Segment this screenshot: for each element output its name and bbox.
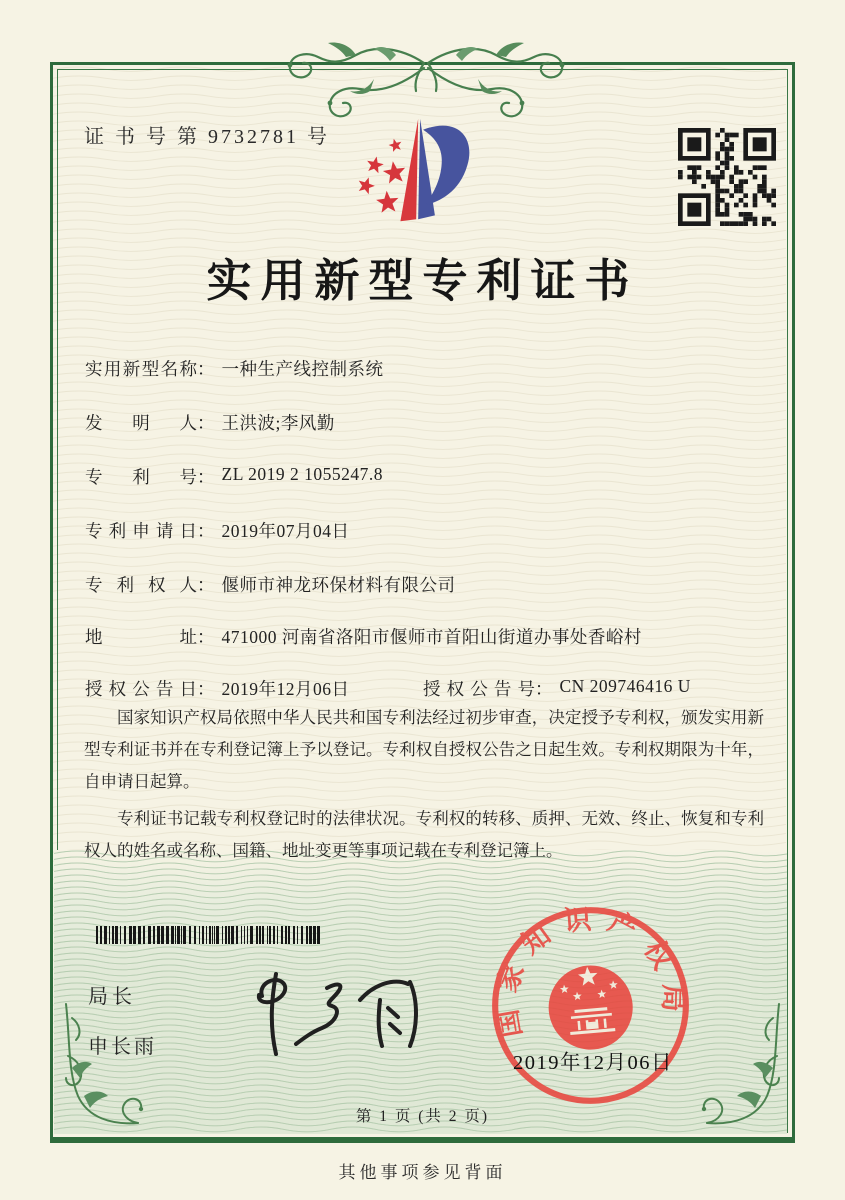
seal-national-emblem bbox=[545, 962, 636, 1053]
grant-number-value: CN 209746416 U bbox=[559, 676, 691, 696]
certificate-number-value: 9732781 bbox=[208, 126, 299, 148]
field-value: 471000 河南省洛阳市偃师市首阳山街道办事处香峪村 bbox=[221, 627, 642, 647]
qr-code bbox=[678, 128, 776, 226]
field-row-filing-date: 专利申请日： 2019年07月04日 bbox=[85, 518, 350, 543]
field-label: 发明人 bbox=[85, 413, 197, 433]
logo-red-wedge bbox=[400, 119, 418, 221]
legal-paragraph-grant: 国家知识产权局依照中华人民共和国专利法经过初步审查，决定授予专利权，颁发实用新型专利证书并在专利登记簿上予以登记。专利权自授权公告之日起生效。专利权期限为十年，自申请日起算。 bbox=[84, 708, 764, 792]
field-row-name: 实用新型名称： 一种生产线控制系统 bbox=[85, 356, 384, 381]
field-label: 实用新型名称 bbox=[85, 359, 197, 379]
cnipa-logo bbox=[338, 110, 518, 238]
director-signature-handwriting bbox=[232, 966, 432, 1061]
field-row-patent-number: 专利号： ZL 2019 2 1055247.8 bbox=[85, 464, 383, 487]
field-value: ZL 2019 2 1055247.8 bbox=[221, 464, 383, 484]
certificate-number-suffix: 号 bbox=[307, 126, 330, 148]
legal-paragraph-register: 专利证书记载专利权登记时的法律状况。专利权的转移、质押、无效、终止、恢复和专利权人的姓名或名称、国籍、地址变更等事项记载在专利登记簿上。 bbox=[84, 808, 764, 860]
seal-agency-text: 国家知识产权局 bbox=[489, 903, 690, 1040]
field-value: 一种生产线控制系统 bbox=[221, 359, 384, 379]
field-label: 地址 bbox=[85, 627, 197, 647]
top-border-ornament bbox=[278, 33, 574, 121]
field-value: 偃师市神龙环保材料有限公司 bbox=[221, 575, 456, 595]
grant-number-label: 授权公告号 bbox=[423, 679, 535, 699]
grant-date-value: 2019年12月06日 bbox=[221, 679, 350, 699]
field-row-grant: 授权公告日： 2019年12月06日 授权公告号： CN 209746416 U bbox=[85, 676, 691, 699]
certificate-number-prefix: 证 书 号 第 bbox=[84, 126, 200, 148]
field-value: 王洪波;李风勤 bbox=[221, 413, 335, 433]
certificate-number bbox=[84, 120, 330, 149]
field-label: 专利权人 bbox=[85, 575, 197, 595]
page-indicator: 第 1 页 (共 2 页) bbox=[355, 1108, 490, 1125]
certificate-title: 实用新型专利证书 bbox=[206, 256, 639, 306]
field-row-patentee: 专利权人： 偃师市神龙环保材料有限公司 bbox=[85, 572, 456, 597]
back-side-note: 其他事项参见背面 bbox=[338, 1163, 507, 1182]
logo-stars bbox=[359, 139, 405, 213]
barcode bbox=[96, 926, 322, 944]
grant-date-label: 授权公告日 bbox=[85, 679, 197, 699]
director-name: 申长雨 bbox=[88, 1036, 157, 1058]
grant-number-group: 授权公告号： CN 209746416 U bbox=[423, 676, 691, 699]
field-row-address: 地址： 471000 河南省洛阳市偃师市首阳山街道办事处香峪村 bbox=[85, 624, 642, 649]
seal-date: 2019年12月06日 bbox=[513, 1052, 673, 1074]
field-label: 专利申请日 bbox=[85, 521, 197, 541]
legal-text bbox=[84, 702, 764, 871]
field-row-inventor: 发明人： 王洪波;李风勤 bbox=[85, 410, 335, 435]
director-title: 局长 bbox=[88, 986, 136, 1008]
field-value: 2019年07月04日 bbox=[221, 521, 350, 541]
official-seal bbox=[488, 903, 693, 1108]
field-label: 专利号 bbox=[85, 467, 197, 487]
